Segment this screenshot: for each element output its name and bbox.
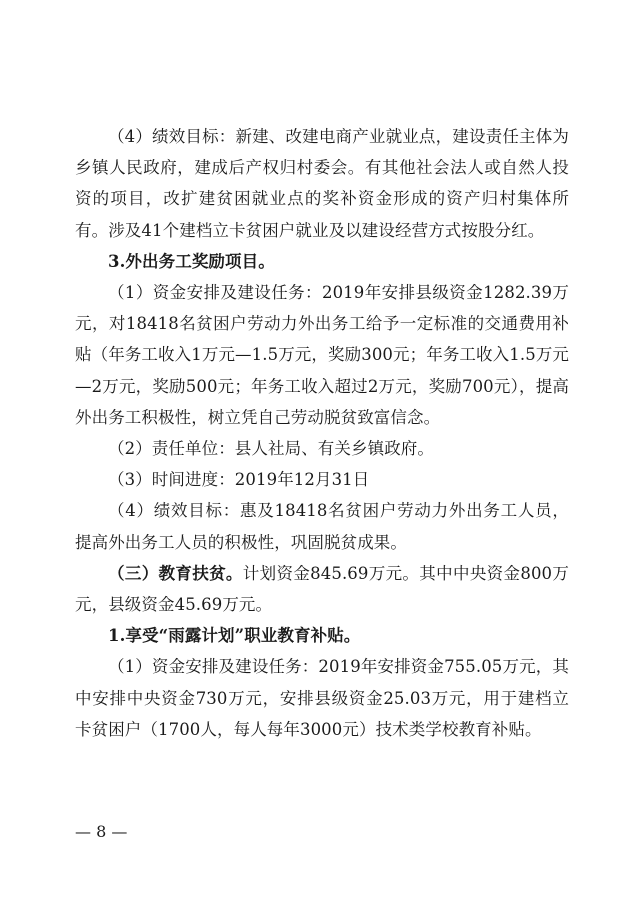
- page-body: [75, 121, 569, 745]
- education-poverty-text: 计划资金845.69万元。其中中央资金800万元，县级资金45.69万元。: [75, 563, 569, 615]
- page-number: — 8 —: [75, 822, 128, 841]
- section-heading-migrant-work-reward: 3.外出务工奖励项目。: [108, 251, 275, 271]
- time-schedule-paragraph: （3）时间进度：2019年12月31日: [108, 470, 370, 490]
- funding-task-paragraph: （1）资金安排及建设任务：2019年安排县级资金1282.39万元，对18418名贫困户劳动力外出务工给予一定标准的交通费用补贴（年务工收入1万元—1.5万元，奖励300元；年务工收入1.5万元—2万元，奖励500元；年务工收入超过2万元，奖励700元），提高外出务工积极性，树立凭自己劳动脱贫致富信念。: [75, 283, 569, 427]
- responsible-unit-paragraph: （2）责任单位：县人社局、有关乡镇政府。: [108, 439, 434, 459]
- education-poverty-paragraph: [75, 558, 569, 620]
- performance-goal-paragraph: （4）绩效目标：新建、改建电商产业就业点，建设责任主体为乡镇人民政府，建成后产权归村委会。有其他社会法人或自然人投资的项目，改扩建贫困就业点的奖补资金形成的资产归村集体所有。涉及41个建档立卡贫困户就业及以建设经营方式按股分红。: [75, 127, 569, 240]
- education-funding-paragraph: （1）资金安排及建设任务：2019年安排资金755.05万元，其中安排中央资金730万元，安排县级资金25.03万元，用于建档立卡贫困户（1700人，每人每年3000元）技术类学校教育补贴。: [75, 657, 569, 739]
- education-poverty-lead: （三）教育扶贫。: [108, 563, 243, 583]
- section-heading-rain-dew-plan: 1.享受“雨露计划”职业教育补贴。: [108, 626, 361, 646]
- performance-goal-paragraph-2: （4）绩效目标：惠及18418名贫困户劳动力外出务工人员，提高外出务工人员的积极性，巩固脱贫成果。: [75, 501, 569, 552]
